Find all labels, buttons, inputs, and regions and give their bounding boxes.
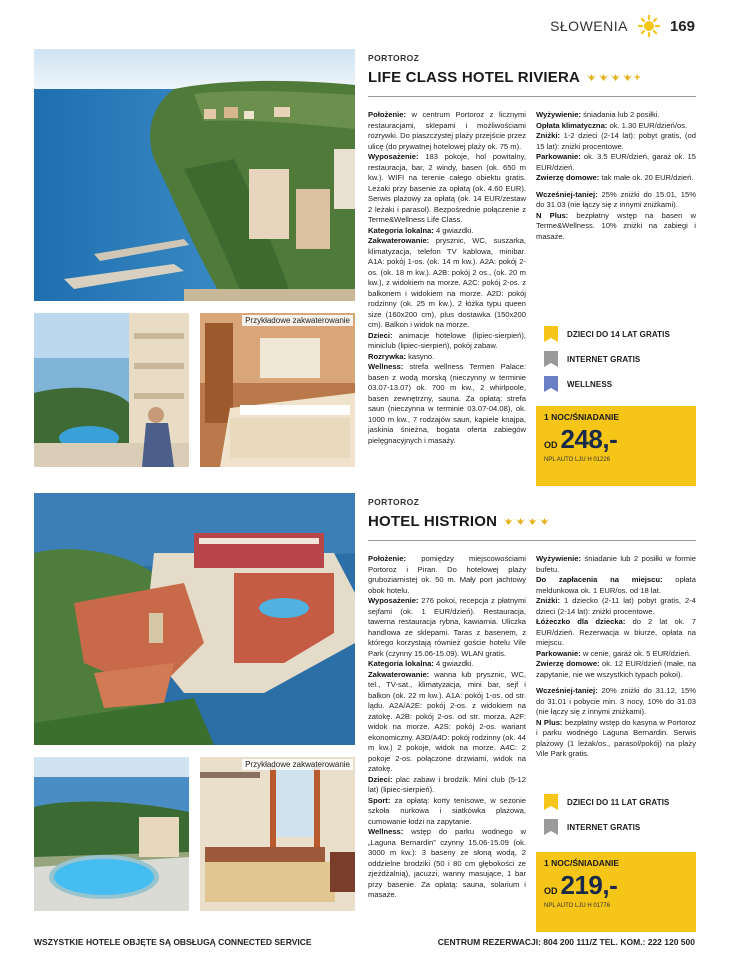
info-paragraph (536, 649, 696, 660)
hotel-histrion-header (368, 497, 550, 530)
info-label: Opłata klimatyczna: (536, 120, 608, 130)
info-text: animacje hotelowe (lipiec-sierpień), miniclub (lipiec-sierpień), pokój zabaw. (368, 330, 526, 350)
hotel-riviera-pool-photo (34, 313, 189, 467)
hotel-name-text: HOTEL HISTRION (368, 513, 498, 530)
sun-star-icon (515, 517, 526, 526)
sun-star-icon (503, 517, 514, 526)
feature-badge (543, 347, 670, 371)
info-label: Dzieci: (368, 330, 393, 340)
info-text: 183 pokoje, hol powitalny, restauracja, bar, 2 windy, basen (ok. 650 m kw.). WIFI na terenie całego obiektu gratis. Leżaki przy basenie za opłatą (ok. 4.60 EUR). Serwis plażowy za opłatą (ok. 14 EUR/zestaw 2 leżaki i parasol). Bezpośrednie połączenie z Terme&Wellness Life Class. (368, 152, 526, 224)
hotel-histrion-room-photo (200, 757, 355, 911)
footer-service-note: WSZYSTKIE HOTELE OBJĘTE SĄ OBSŁUGĄ CONNECTED SERVICE (34, 937, 312, 947)
sun-star-icon (622, 73, 633, 82)
info-label: Wcześniej-taniej: (536, 686, 598, 695)
country-title: SŁOWENIA (550, 18, 628, 34)
info-paragraph (536, 110, 696, 121)
info-label: Zwierzę domowe: (536, 173, 600, 182)
rating-plus: + (634, 71, 641, 84)
info-text: prysznic, WC, suszarka, klimatyzacja, telefon TV kablowa, minibar. A1A: pokój 1-os. (ok. 14 m kw.). A2A: pokój 2-os. (ok. 18 m kw.). A2B: pokój 2 os., (ok. 20 m kw.), z widokiem na morze. A2C: pokój 2-os. z balkonem i widokiem na morze. A2D: pokój rodzinny (ok. 25 m kw.), 2 łóżka typu queen size (160x200 cm), plus dostawka (150x200 cm). Balkon i widok na morze. (368, 236, 526, 329)
hotel-histrion-price-box (536, 852, 696, 932)
info-label: Zakwaterowanie: (368, 236, 430, 245)
info-label: Parkowanie: (536, 152, 581, 161)
info-label: Wyposażenie: (368, 152, 419, 161)
info-text: bezpłatny wstęp do kasyna w Portoroz i parku wodnego Laguna Bernardin. Serwis plażowy (1 leżak/os., parasol/pokój) na plaży Vile Park gratis. (536, 717, 696, 758)
info-paragraph (536, 596, 696, 617)
info-text: wanna lub prysznic, WC, tel., TV-sat., klimatyzacja, mini bar, sejf i balkon (ok. 22 m kw.). A1A: pokój 1-os. od str. lądu. A2A/A2E: pokój 2-os. z widokiem na zatokę. A2B: pokój 2-os. od str. morza. A2F: widok na morze. A2S: pokój 2-os. wariant ekonomiczny. A3D/A4D: pokój rodzinny (ok. 44 m kw.) 2 pokoje, widok na morze. A4C: 2 pokoje 2-os. połączone drzwiami, widok na zatokę. (368, 669, 526, 773)
info-label: Do zapłacenia na miejscu: (536, 575, 663, 584)
feature-badge (543, 322, 670, 346)
info-paragraph (536, 190, 696, 211)
badge-label: WELLNESS (567, 379, 613, 389)
info-text: 1-2 dzieci (2-14 lat): pobyt gratis, (od 15 lat): zniżki procentowe. (536, 131, 696, 151)
hotel-riviera-main-photo (34, 49, 355, 301)
feature-badge (543, 372, 670, 396)
hotel-histrion-pool-photo (34, 757, 189, 911)
info-paragraph (368, 236, 526, 331)
info-text: do 2 lat ok. 7 EUR/dzień. Rezerwacja w biurze, opłata na miejscu. (536, 617, 696, 647)
info-paragraph (368, 827, 526, 901)
bookmark-icon (543, 375, 559, 393)
price-value: 219,- (560, 870, 618, 900)
info-paragraph (368, 352, 526, 363)
info-text: w centrum Portoroz z licznymi restauracjami, sklepami i możliwościami rozrywki. Do piaszczystej plaży przejście przez ulicę (do prywatnej hotelowej plaży ok. 75 m). (368, 110, 526, 151)
info-text: śniadania lub 2 posiłki. (581, 110, 660, 119)
info-label: Położenie: (368, 110, 406, 119)
info-label: Zniżki: (536, 131, 561, 140)
hotel-riviera-terms (536, 110, 696, 242)
info-text: 20% zniżki do 31.12, 15% do 31.01 i pobycie min. 3 nocy, 10% do 31.03 (nie łączy się z innymi zniżkami). (536, 686, 696, 716)
hotel-name (368, 69, 641, 86)
hotel-histrion-badges (543, 790, 669, 840)
info-text: opłata meldunkowa ok. 1 EUR/os. od 18 lat. (536, 575, 696, 595)
info-paragraph (368, 152, 526, 226)
info-text: ok. 12 EUR/dzień (małe, na zapytanie, nie we wszystkich typach pokoi). (536, 659, 697, 679)
info-label: Zwierzę domowe: (536, 659, 600, 668)
hotel-city: PORTOROZ (368, 53, 420, 63)
info-label: Parkowanie: (536, 648, 581, 658)
badge-label: DZIECI DO 14 LAT GRATIS (567, 329, 670, 339)
page-footer (34, 937, 695, 947)
info-paragraph (536, 659, 696, 680)
info-label: N Plus: (536, 717, 563, 727)
hotel-riviera-badges (543, 322, 670, 397)
bookmark-icon (543, 325, 559, 343)
price-label: 1 NOC/ŚNIADANIE (544, 412, 620, 422)
badge-label: INTERNET GRATIS (567, 354, 641, 364)
info-label: Rozrywka: (368, 351, 406, 361)
info-paragraph (536, 575, 696, 596)
info-paragraph (368, 331, 526, 352)
price-value: 248,- (560, 424, 618, 454)
info-text: śniadanie lub 2 posiłki w formie bufetu. (536, 554, 696, 574)
info-label: Położenie: (368, 554, 406, 563)
sun-logo-icon (638, 15, 660, 37)
info-paragraph (536, 554, 696, 575)
sun-star-icon (610, 73, 621, 82)
info-text: bezpłatny wstęp na basen w Terme&Wellness. 10% zniżki na zabiegi i masaże. (536, 210, 696, 241)
bookmark-icon (543, 818, 559, 836)
info-label: Zniżki: (536, 596, 561, 605)
info-label: Kategoria lokalna: (368, 225, 434, 235)
page-number: 169 (669, 17, 695, 35)
info-text: 25% zniżki do 15.01, 15% do 31.03 (nie łączy się z innymi zniżkami). (536, 189, 696, 209)
info-text: pomiędzy miejscowościami Portoroz i Piran. Do hotelowej plaży gruboziarnistej ok. 50 m. Mały port jachtowy obok hotelu. (368, 554, 526, 595)
price-from: OD (544, 886, 558, 896)
hotel-riviera-header (368, 53, 641, 86)
page-header (550, 14, 695, 38)
info-text: ok. 1.30 EUR/dzień/os. (607, 120, 688, 130)
info-paragraph (536, 131, 696, 152)
hotel-name-text: LIFE CLASS HOTEL RIVIERA (368, 69, 581, 86)
info-label: Wellness: (368, 827, 404, 836)
info-paragraph (368, 110, 526, 152)
info-paragraph (536, 686, 696, 718)
hotel-rating-stars (586, 72, 641, 84)
info-text: plac zabaw i brodzik. Mini club (5-12 lat) (lipiec-sierpień). (368, 774, 526, 794)
info-label: Kategoria lokalna: (368, 659, 434, 668)
info-label: Dzieci: (368, 774, 393, 784)
info-text: ok. 3.5 EUR/dzień, garaż ok. 15 EUR/dzień. (536, 152, 696, 172)
feature-badge (543, 790, 669, 814)
offer-code: NPL AUTO LJU H 01226 (544, 457, 611, 463)
info-label: Łóżeczko dla dziecka: (536, 617, 626, 626)
info-paragraph (536, 211, 696, 243)
info-label: Wyposażenie: (368, 596, 419, 605)
info-paragraph (536, 718, 696, 760)
bookmark-icon (543, 350, 559, 368)
info-text: wstęp do parku wodnego w „Laguna Bernardin” czynny 15.06-15.09 (ok. 3000 m kw.): 3 baseny ze słoną wodą, 2 oddzielne brodziki (50 i 80 cm głębokości ze zjeżdżalnią), jacuzzi, wanny masujące, 1 bar przy basenie. Za opłatą: sauna, solarium i masaże. (368, 827, 526, 899)
info-label: Sport: (368, 795, 391, 805)
info-text: za opłatą: korty tenisowe, w sezonie szkoła nurkowa i siatkówka plażowa, cumowanie łodzi na zapytanie. (368, 795, 526, 826)
info-paragraph (536, 152, 696, 173)
price-from: OD (544, 440, 558, 450)
footer-reservation-phone: CENTRUM REZERWACJI: 804 200 111/Z TEL. KOM.: 222 120 500 (437, 937, 695, 947)
info-paragraph (536, 617, 696, 649)
info-paragraph (536, 121, 696, 132)
info-label: Wcześniej-taniej: (536, 189, 598, 199)
info-text: strefa wellness Termen Palace: basen z wodą morską (nieczynny w terminie 03.07-13.07) ok. 700 m kw., 2 whirlpoole, basen zewnętrzny, sauna. Za opłatą: strefa saun (nieczynna w terminie 03.07-04.08), ok. 1000 m kw., 7 rodzajów saun, kąpiele knajpa, jaskinia śnieżna, bogata oferta zabiegów pielęgnacyjnych i masaży. (368, 362, 526, 445)
info-text: 4 gwiazdki. (433, 659, 474, 668)
info-paragraph (368, 775, 526, 796)
hotel-riviera-price-box (536, 406, 696, 486)
hotel-rating-stars (503, 517, 550, 526)
hotel-city: PORTOROZ (368, 497, 420, 507)
info-paragraph (536, 173, 696, 184)
hotel-riviera-description (368, 110, 526, 446)
photo-caption-tag: Przykładowe zakwaterowanie (242, 759, 353, 770)
hotel-riviera-room-photo (200, 313, 355, 467)
badge-label: DZIECI DO 11 LAT GRATIS (567, 797, 670, 807)
info-label: Wellness: (368, 362, 404, 371)
hotel-histrion-description (368, 554, 526, 901)
badge-label: INTERNET GRATIS (567, 822, 641, 832)
info-label: Wyżywienie: (536, 554, 582, 563)
offer-code: NPL AUTO LJU H 01776 (544, 903, 611, 909)
sun-star-icon (586, 73, 597, 82)
section-divider (368, 96, 696, 97)
info-text: 276 pokoi, recepcja z płatnymi sejfami (ok. 1 EUR/dzień). Restauracja, tawerna restauracja rybna, kawiarnia. Uliczka handlowa ze sklepami. Taras z basenem, z którego korzystają również goście hotelu Vile Park (czynny 15.06-15.09). WLAN gratis. (368, 596, 526, 658)
info-text: tak małe ok. 20 EUR/dzień. (599, 173, 694, 182)
info-text: 4 gwiazdki. (433, 225, 474, 235)
section-divider (368, 540, 696, 541)
sun-star-icon (539, 517, 550, 526)
info-paragraph (368, 659, 526, 670)
hotel-histrion-main-photo (34, 493, 355, 745)
info-paragraph (368, 554, 526, 596)
photo-caption-tag: Przykładowe zakwaterowanie (242, 315, 353, 326)
sun-star-icon (527, 517, 538, 526)
info-label: Wyżywienie: (536, 110, 582, 119)
info-label: N Plus: (536, 210, 569, 220)
info-text: 1 dziecko (2-11 lat) pobyt gratis, 2-4 dzieci (2-14 lat): zniżki procentowe. (536, 596, 696, 616)
info-paragraph (368, 596, 526, 659)
info-text: w cenie, garaż ok. 5 EUR/dzień. (580, 648, 691, 658)
price-label: 1 NOC/ŚNIADANIE (544, 858, 620, 868)
feature-badge (543, 815, 669, 839)
hotel-name (368, 513, 550, 530)
sun-star-icon (598, 73, 609, 82)
info-paragraph (368, 670, 526, 775)
info-label: Zakwaterowanie: (368, 669, 430, 679)
info-paragraph (368, 226, 526, 237)
bookmark-icon (543, 793, 559, 811)
info-paragraph (368, 796, 526, 828)
hotel-histrion-terms (536, 554, 696, 760)
info-text: kasyno. (405, 351, 435, 361)
info-paragraph (368, 362, 526, 446)
